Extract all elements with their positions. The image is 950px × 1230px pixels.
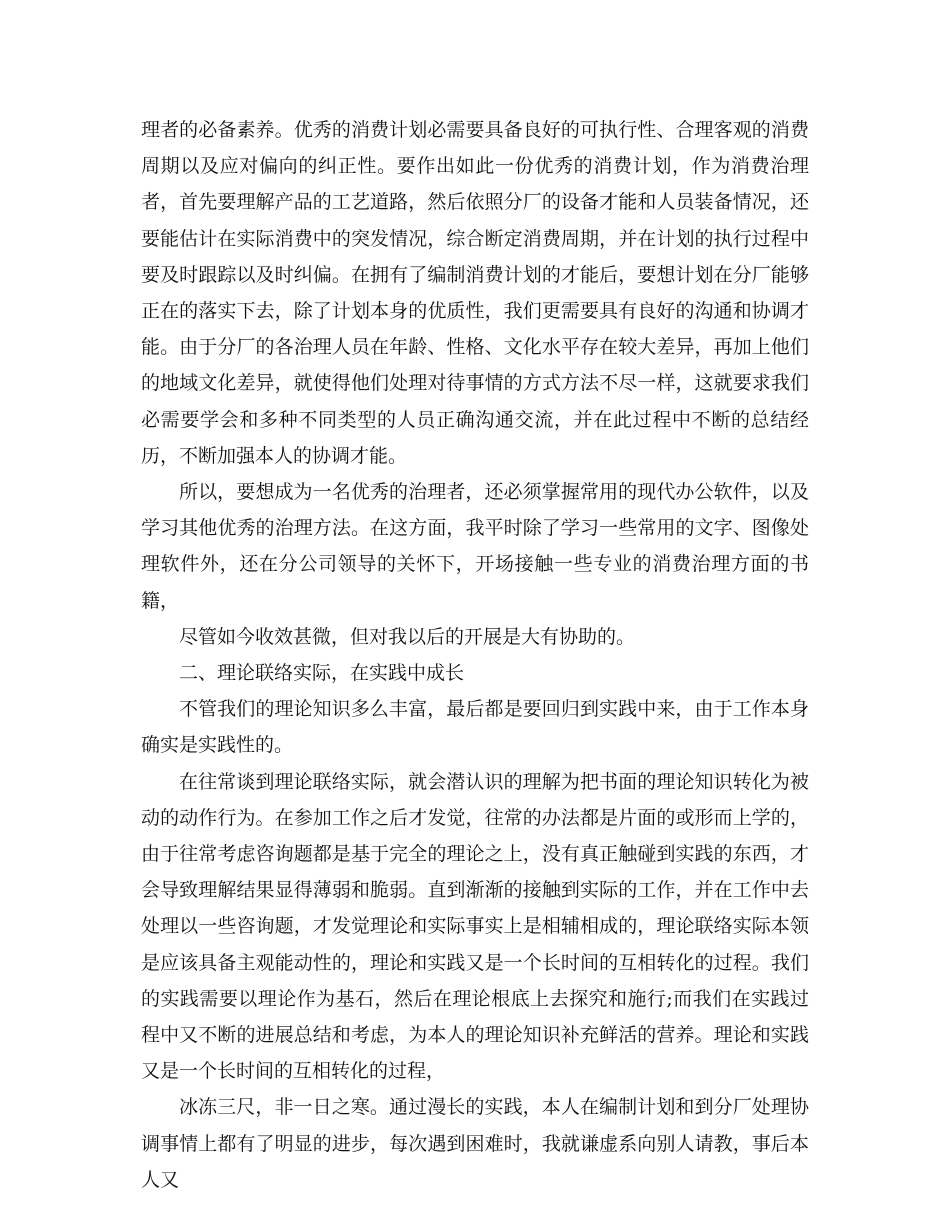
paragraph-little-effect: 尽管如今收效甚微，但对我以后的开展是大有协助的。 (179, 625, 636, 648)
document-page (141, 112, 809, 1198)
paragraph-office-software: 所以，要想成为一名优秀的治理者，还必须掌握常用的现代办公软件，以及学习其他优秀的治理方法。在这方面，我平时除了学习一些常用的文字、图像处理软件外，还在分公司领导的关怀下，开场接触一些专业的消费治理方面的书籍， (141, 481, 809, 612)
paragraph-theory-practice: 在往常谈到理论联络实际，就会潜认识的理解为把书面的理论知识转化为被动的动作行为。在参加工作之后才发觉，往常的办法都是片面的或形而上学的，由于往常考虑咨询题都是基于完全的理论之上，没有真正触碰到实践的东西，才会导致理解结果显得薄弱和脆弱。直到渐渐的接触到实际的工作，并在工作中去处理以一些咨询题，才发觉理论和实际事实上是相辅相成的，理论联络实际本领是应该具备主观能动性的，理论和实践又是一个长时间的互相转化的过程。我们的实践需要以理论作为基石，然后在理论根底上去探究和施行;而我们在实践过程中又不断的进展总结和考虑，为本人的理论知识补充鲜活的营养。理论和实践又是一个长时间的互相转化的过程， (141, 770, 809, 1083)
paragraph-ice-three-feet: 冰冻三尺，非一日之寒。通过漫长的实践，本人在编制计划和到分厂处理协调事情上都有了明显的进步，每次遇到困难时，我就谦虚系向别人请教，事后本人又 (141, 1096, 809, 1191)
section-heading: 二、理论联络实际，在实践中成长 (179, 662, 465, 685)
paragraph-theory-rich: 不管我们的理论知识多么丰富，最后都是要回归到实践中来，由于工作本身确实是实践性的。 (141, 698, 809, 757)
paragraph-continuation: 理者的必备素养。优秀的消费计划必需要具备良好的可执行性、合理客观的消费周期以及应对偏向的纠正性。要作出如此一份优秀的消费计划，作为消费治理者，首先要理解产品的工艺道路，然后依照分厂的设备才能和人员装备情况，还要能估计在实际消费中的突发情况，综合断定消费周期，并在计划的执行过程中要及时跟踪以及时纠偏。在拥有了编制消费计划的才能后，要想计划在分厂能够正在的落实下去，除了计划本身的优质性，我们更需要具有良好的沟通和协调才能。由于分厂的各治理人员在年龄、性格、文化水平存在较大差异，再加上他们的地域文化差异，就使得他们处理对待事情的方式方法不尽一样，这就要求我们必需要学会和多种不同类型的人员正确沟通交流，并在此过程中不断的总结经历，不断加强本人的协调才能。 (141, 119, 809, 467)
